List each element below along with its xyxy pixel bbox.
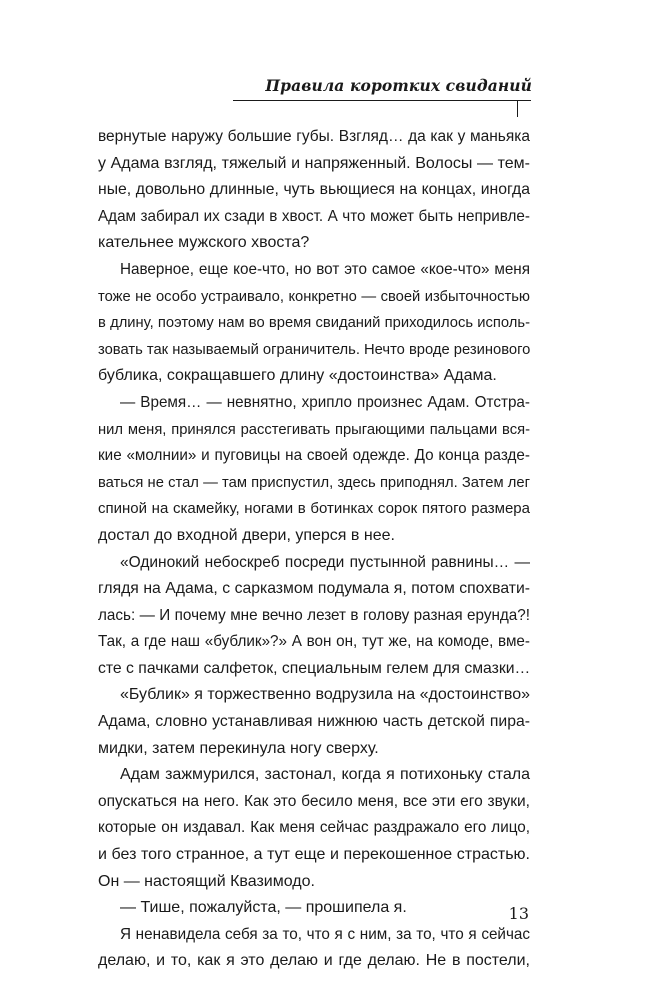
text-line: Адам зажмурился, застонал, когда я потихоньку стала	[120, 766, 530, 784]
text-line: «Бублик» я торжественно водрузила на «достоинство»	[120, 686, 530, 704]
text-line: спиной на скамейку, ногами в ботинках сорок пятого размера	[98, 500, 530, 518]
text-line: кие «молнии» и пуговицы на своей одежде. До конца разде-	[98, 447, 530, 465]
text-line: лась: — И почему мне вечно лезет в голову разная ерунда?!	[98, 606, 530, 624]
text-line: Адам забирал их сзади в хвост. А что может быть непривле-	[98, 207, 530, 225]
text-line: которые он издавал. Как меня сейчас раздражало его лицо,	[98, 819, 530, 837]
text-line: делаю, и то, как я это делаю и где делаю. Не в постели,	[98, 952, 530, 970]
header-rule	[233, 100, 531, 101]
text-line: — Тише, пожалуйста, — прошипела я.	[120, 899, 407, 917]
text-line: зовать так называемый ограничитель. Нечто вроде резинового	[98, 341, 531, 358]
text-line: мидки, затем перекинула ногу сверху.	[98, 739, 379, 757]
text-line: нил меня, принялся расстегивать прыгающими пальцами вся-	[98, 421, 530, 438]
text-line: ные, довольно длинные, чуть вьющиеся на концах, иногда	[98, 181, 530, 199]
text-line: у Адама взгляд, тяжелый и напряженный. Волосы — тем-	[98, 154, 530, 172]
text-line: достал до входной двери, уперся в нее.	[98, 526, 395, 544]
text-line: Адама, словно устанавливая нижнюю часть детской пира-	[98, 713, 530, 731]
text-line: Он — настоящий Квазимодо.	[98, 872, 315, 890]
body-text	[98, 124, 530, 975]
text-line: опускаться на него. Как это бесило меня, все эти его звуки,	[98, 792, 530, 810]
header-tick	[517, 100, 518, 117]
text-line: ваться не стал — там приспустил, здесь приподнял. Затем лег	[98, 474, 530, 491]
text-line: Наверное, еще кое-что, но вот это самое «кое-что» меня	[120, 260, 530, 278]
text-line: сте с пачками салфеток, специальным гелем для смазки…	[98, 659, 531, 677]
text-line: «Одинокий небоскреб посреди пустынной равнины… —	[120, 553, 530, 571]
text-line: Так, а где наш «бублик»?» А вон он, тут же, на комоде, вме-	[98, 633, 530, 651]
text-line: бублика, сокращавшего длину «достоинства» Адама.	[98, 367, 497, 385]
text-line: — Время… — невнятно, хрипло произнес Адам. Отстра-	[120, 393, 530, 411]
text-line: в длину, поэтому нам во время свиданий приходилось исполь-	[98, 315, 530, 332]
text-line: кательнее мужского хвоста?	[98, 234, 310, 252]
text-line: глядя на Адама, с сарказмом подумала я, потом спохвати-	[98, 580, 530, 598]
running-header-title: Правила коротких свиданий	[265, 76, 532, 95]
text-line: тоже не особо устраивало, конкретно — своей избыточностью	[98, 288, 530, 305]
text-line: и без того странное, а тут еще и перекошенное страстью.	[98, 846, 530, 864]
page-number: 13	[508, 904, 529, 923]
text-line: вернутые наружу большие губы. Взгляд… да как у маньяка	[98, 128, 530, 145]
text-line: Я ненавидела себя за то, что я с ним, за то, что я сейчас	[120, 925, 530, 943]
